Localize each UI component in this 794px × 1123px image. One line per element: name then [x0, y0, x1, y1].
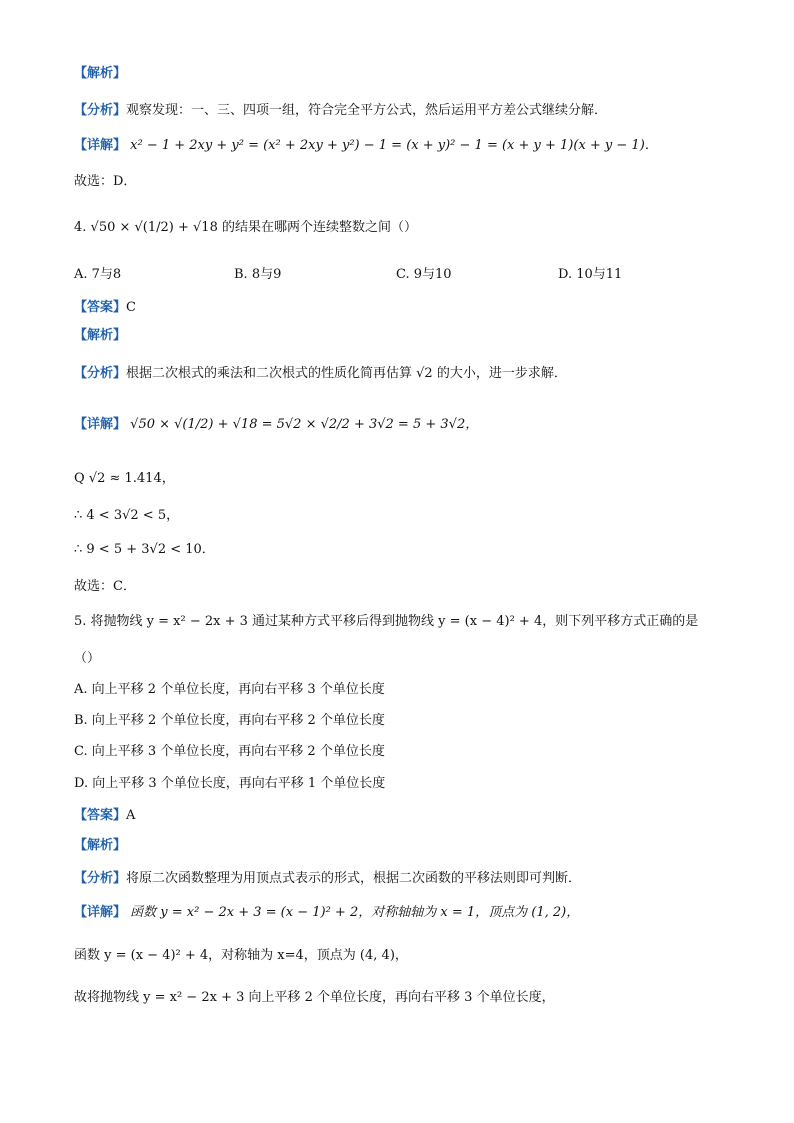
q4-option-c: C. 9与10 [396, 267, 452, 282]
q4-answer [74, 298, 754, 318]
q3-fenxi-text: 观察发现：一、三、四项一组，符合完全平方公式，然后运用平方差公式继续分解． [126, 103, 608, 118]
answer-tag: 【答案】 [74, 300, 127, 315]
answer-tag: 【答案】 [74, 808, 127, 823]
jiexi-tag: 【解析】 [74, 838, 127, 853]
q5-answer [74, 806, 754, 826]
q4-choice: 故选：C． [74, 579, 136, 594]
q5-fenxi [74, 869, 754, 889]
q5-answer-value: A [126, 808, 136, 823]
q4-step-2: ∴ 4 < 3√2 < 5， [74, 508, 180, 523]
q5-step-1: 函数 y = (x − 4)² + 4，对称轴为 x=4，顶点为 (4, 4)， [74, 948, 408, 963]
xiangjie-tag: 【详解】 [74, 138, 127, 153]
xiangjie-tag: 【详解】 [74, 905, 127, 920]
q5-option-b: B. 向上平移 2 个单位长度，再向右平移 2 个单位长度 [74, 713, 385, 728]
q5-xiangjie [74, 903, 754, 923]
q4-stem: 4. √50 × √(1/2) + √18 的结果在哪两个连续整数之间（） [74, 220, 417, 235]
q4-option-a: A. 7与8 [74, 267, 122, 282]
q5-stem-cont: （） [74, 651, 101, 666]
q5-step-2: 故将抛物线 y = x² − 2x + 3 向上平移 2 个单位长度，再向右平移 3 个单位长度， [74, 990, 555, 1005]
xiangjie-tag: 【详解】 [74, 417, 127, 432]
q4-xiangjie-math: √50 × √(1/2) + √18 = 5√2 × √2/2 + 3√2 = 5 + 3√2， [130, 417, 479, 432]
q4-fenxi [74, 364, 754, 384]
fenxi-tag: 【分析】 [74, 366, 127, 381]
q4-xiangjie [74, 415, 754, 435]
q5-option-c: C. 向上平移 3 个单位长度，再向右平移 2 个单位长度 [74, 744, 385, 759]
q3-jiexi-heading [74, 64, 754, 84]
q4-step-1: Q √2 ≈ 1.414， [74, 471, 175, 486]
q3-xiangjie-math: x² − 1 + 2xy + y² = (x² + 2xy + y²) − 1 = (x + y)² − 1 = (x + y + 1)(x + y − 1)． [130, 138, 658, 153]
q5-xiangjie-math: 函数 y = x² − 2x + 3 = (x − 1)² + 2，对称轴轴为 x = 1，顶点为 (1, 2)， [130, 905, 580, 920]
q4-answer-value: C [126, 300, 136, 315]
fenxi-tag: 【分析】 [74, 871, 127, 886]
q4-fenxi-text: 根据二次根式的乘法和二次根式的性质化简再估算 √2 的大小，进一步求解． [126, 366, 567, 381]
q4-option-d: D. 10与11 [558, 267, 623, 282]
jiexi-tag: 【解析】 [74, 66, 127, 81]
q5-stem: 5. 将抛物线 y = x² − 2x + 3 通过某种方式平移后得到抛物线 y = (x − 4)² + 4，则下列平移方式正确的是 [74, 614, 699, 629]
q3-xiangjie [74, 136, 754, 156]
q3-choice: 故选：D． [74, 174, 137, 189]
q5-fenxi-text: 将原二次函数整理为用顶点式表示的形式，根据二次函数的平移法则即可判断． [126, 871, 582, 886]
q5-jiexi-heading [74, 836, 754, 856]
q5-option-a: A. 向上平移 2 个单位长度，再向右平移 3 个单位长度 [74, 682, 385, 697]
q3-fenxi [74, 101, 754, 121]
jiexi-tag: 【解析】 [74, 328, 127, 343]
q4-step-3: ∴ 9 < 5 + 3√2 < 10． [74, 542, 215, 557]
q5-option-d: D. 向上平移 3 个单位长度，再向右平移 1 个单位长度 [74, 776, 386, 791]
q4-option-b: B. 8与9 [234, 267, 282, 282]
fenxi-tag: 【分析】 [74, 103, 127, 118]
q4-jiexi-heading [74, 326, 754, 346]
